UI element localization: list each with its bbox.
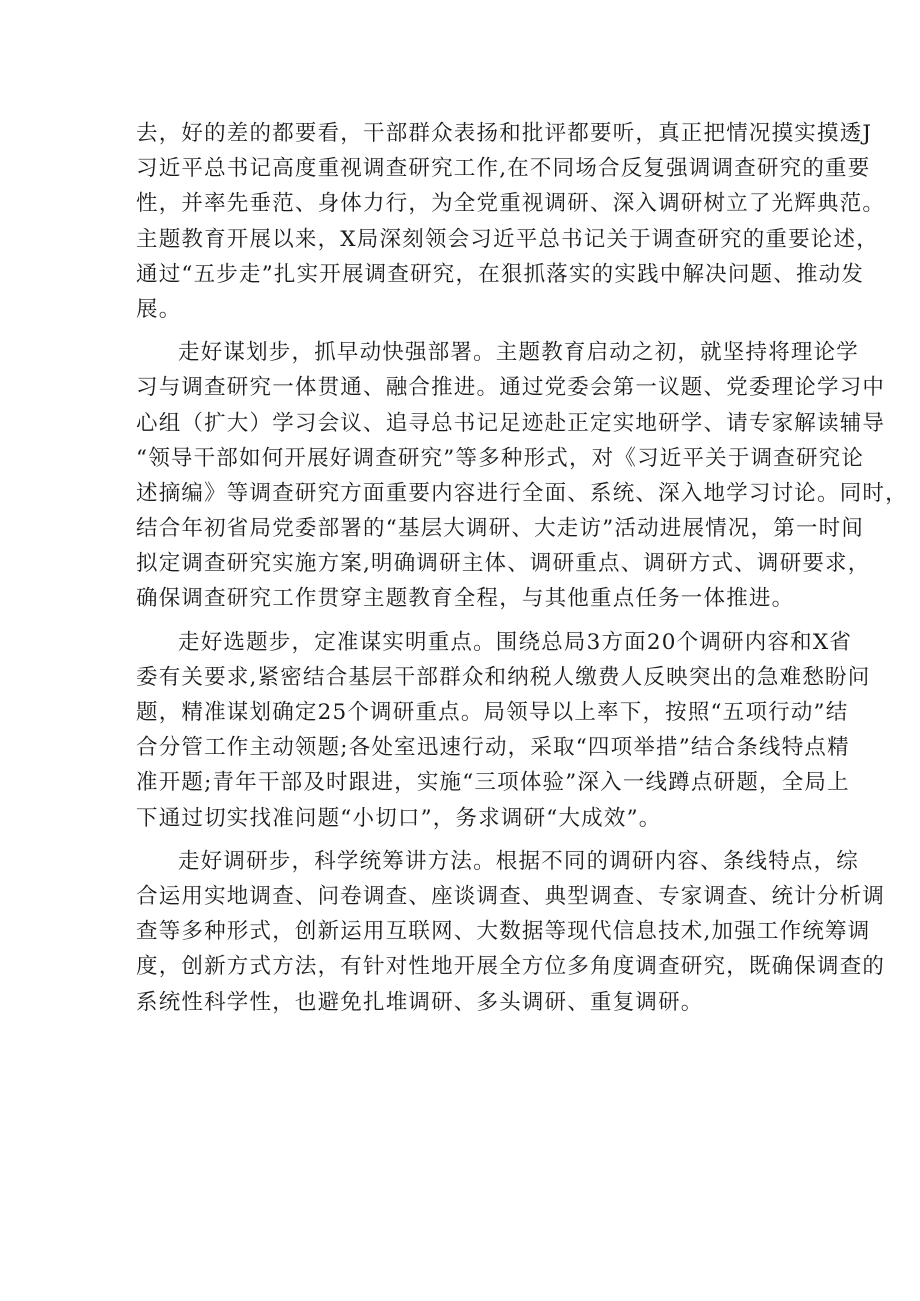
document-body	[136, 116, 908, 1020]
paragraph-4	[136, 844, 886, 1020]
text-line: 性，并率先垂范、身体力行，为全党重视调研、深入调研树立了光辉典范。	[136, 191, 886, 217]
text-line: 结合年初省局党委部署的“基层大调研、大走访”活动进展情况，第一时间	[136, 516, 865, 542]
paragraph-spacer	[136, 327, 796, 335]
paragraph-3	[136, 625, 871, 836]
text-line: “领导干部如何开展好调查研究”等多种形式，对《习近平关于调查研究论	[136, 445, 865, 471]
text-line: 委有关要求,紧密结合基层干部群众和纳税人缴费人反映突出的急难愁盼问	[136, 664, 871, 690]
text-line: 题，精准谋划确定25个调研重点。局领导以上率下，按照“五项行动”结	[136, 700, 849, 725]
text-line: 述摘编》等调查研究方面重要内容进行全面、系统、深入地学习讨论。同时，	[136, 480, 908, 506]
text-line: 拟定调查研究实施方案,明确调研主体、调研重点、调研方式、调研要求，	[136, 551, 871, 577]
text-line: 准开题;青年干部及时跟进，实施“三项体验”深入一线蹲点研题，全局上	[136, 770, 850, 796]
text-line: 心组（扩大）学习会议、追寻总书记足迹赴正定实地研学、请专家解读辅导	[136, 410, 886, 436]
text-line: 度，创新方式方法，有针对性地开展全方位多角度调查研究，既确保调查的	[136, 954, 886, 980]
text-line: 通过“五步走”扎实开展调查研究，在狠抓落实的实践中解决问题、推动发	[136, 261, 865, 287]
text-line: 习与调查研究一体贯通、融合推进。通过党委会第一议题、党委理论学习中	[136, 375, 886, 401]
text-line: 主题教育开展以来，X局深刻领会习近平总书记关于调查研究的重要论述，	[136, 226, 879, 252]
text-line: 系统性科学性，也避免扎堆调研、多头调研、重复调研。	[136, 989, 704, 1015]
paragraph-2	[136, 335, 908, 617]
text-line: 合运用实地调查、问卷调查、座谈调查、典型调查、专家调查、统计分析调	[136, 883, 886, 909]
text-line: 查等多种形式，创新运用互联网、大数据等现代信息技术,加强工作统筹调	[136, 919, 871, 945]
text-line: 走好选题步，定准谋实明重点。围绕总局3方面20个调研内容和X省	[178, 629, 853, 655]
text-line: 下通过切实找准问题“小切口”，务求调研“大成效”。	[136, 805, 662, 831]
text-line: 走好调研步，科学统筹讲方法。根据不同的调研内容、条线特点，综	[178, 848, 860, 874]
text-line: 合分管工作主动领题;各处室迅速行动，采取“四项举措”结合条线特点精	[136, 735, 850, 761]
text-line: 确保调查研究工作贯穿主题教育全程，与其他重点任务一体推进。	[136, 586, 795, 612]
paragraph-spacer	[136, 617, 796, 625]
text-line: 走好谋划步，抓早动快强部署。主题教育启动之初，就坚持将理论学	[178, 340, 860, 366]
text-line: 去，好的差的都要看，干部群众表扬和批评都要听，真正把情况摸实摸透J	[136, 121, 873, 146]
paragraph-spacer	[136, 836, 796, 844]
paragraph-1	[136, 116, 886, 327]
text-line: 展。	[136, 296, 182, 322]
text-line: 习近平总书记高度重视调查研究工作,在不同场合反复强调调查研究的重要	[136, 156, 871, 182]
